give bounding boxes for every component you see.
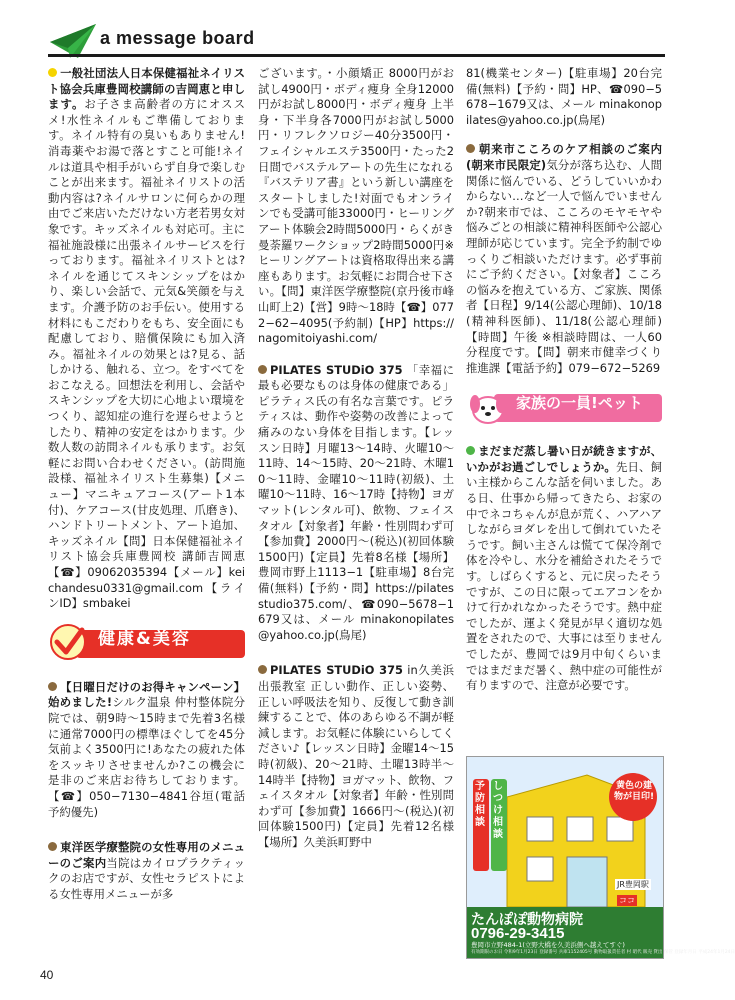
- bullet-icon: [466, 144, 475, 153]
- column-2: [258, 66, 454, 851]
- article-body: 「幸福に最も必要なものは身体の健康である」ピラティス氏の有名な言葉です。ピラティスは、動作や姿勢の改善によって痛みのない身体を目指します。【レッスン日時】月曜13〜14時、火曜10〜11時、14〜15時、20〜21時、木曜10〜11時、金曜10〜11時(初級)、土曜10〜11時、16〜17時【持物】ヨガマット(レンタル可)、飲物、フェイスタオル【対象者】年齢・性別問わず可【参加費】2000円〜(税込)(初回体験1500円)【定員】先着8名様【場所】豊岡市野上1113−1【駐車場】8台完備(無料)【予約・問】https://pilatesstudio375.com/、☎090−5678−1679又は、メール minakonopilates@yahoo.co.jp(鳥尾): [258, 362, 454, 642]
- column-3: [466, 66, 662, 694]
- article-mental-care: [466, 142, 662, 376]
- dog-icon: [466, 386, 510, 430]
- article-body: シルク温泉 仲村整体院分院では、朝9時〜15時まで先着3名様に通常7000円の標準ほぐしてを45分気前よく3500円に!あなたの疲れた体をスッキリさせませんか?この機会に是非のご来店お待ちしております。【☎】050−7130−4841谷垣(電話予約優先): [48, 695, 245, 819]
- bullet-icon: [466, 446, 475, 455]
- article-body: 気分が落ち込む、人間関係に悩んでいる、どうしていいかわからない…など一人で悩んでいませんか?朝来市では、こころのモヤモヤや悩みごとの相談に精神科医師や公認心理師が応じています。完全予約制でゆっくりご相談いただけます。必ず事前にご予約ください。【対象者】こころの悩みを抱えている方、ご家族、関係者【日程】9/14(公認心理師)、10/18(精神科医師)、11/18(公認心理師)【時間】午後 ※相談時間は、一人60分程度です。【問】朝来市健幸づくり推進課【電話予約】079−672−5269: [466, 157, 662, 375]
- article-womens-menu: [48, 840, 245, 902]
- article-lead: PILATES STUDiO 375: [270, 663, 403, 678]
- article-lead: 一般社団法人日本保健福祉ネイリスト協会兵庫豊岡校講師の吉岡恵と申します。: [48, 66, 245, 112]
- clinic-name: たんぽぽ動物病院: [471, 912, 583, 928]
- badge-prevention: 予防相談: [475, 781, 485, 828]
- badge-training: しつけ相談: [493, 781, 503, 840]
- page-number: 40: [40, 968, 54, 982]
- bullet-icon: [258, 365, 267, 374]
- map-label-here: ココ: [619, 896, 635, 905]
- article-pilates-kumihama-continued: [466, 66, 662, 128]
- article-pet-heatstroke: [466, 444, 662, 694]
- vet-clinic-ad: [466, 756, 735, 959]
- bullet-icon: [48, 682, 57, 691]
- article-lead: PILATES STUDiO 375: [270, 362, 403, 377]
- bullet-icon: [258, 665, 267, 674]
- category-title: 健康&美容: [98, 628, 191, 649]
- clinic-address: 豊岡市立野484-1(立野大橋を久美浜側へ越えてすぐ): [471, 941, 625, 949]
- article-body: 81(機業センター)【駐車場】20台完備(無料)【予約・問】HP、☎090−5678−1679又は、メール minakonopilates@yahoo.co.jp(鳥尾): [466, 66, 662, 127]
- bullet-icon: [48, 68, 57, 77]
- article-pilates: [258, 363, 454, 644]
- checkmark-icon: [48, 622, 92, 666]
- article-body: 当院はカイロプラクティックのお店ですが、女性セラピストによる女性専用メニューが多: [48, 855, 245, 901]
- article-nail: [48, 66, 245, 612]
- article-body: in久美浜出張教室 正しい動作、正しい姿勢、正しい呼吸法を知り、反復して動き訓練することで、体のあらゆる不調が軽減します。お気軽に体験にいらしてください♪【レッスン日時】金曜14〜15時(初級)、20〜21時、土曜13時半〜14時半【持物】ヨガマット、飲物、フェイスタオル【対象者】年齢・性別問わず可【参加費】1666円〜(税込)(初回体験1500円)【定員】先着12名様【場所】久美浜町野中: [258, 663, 454, 849]
- article-womens-menu-continued: [258, 66, 454, 347]
- page-header: [0, 0, 705, 60]
- article-body: お子さま高齢者の方にオススメ!水性ネイルもご準備しております。ネイル特有の臭いもありません!消毒薬やお湯で落とすこと可能!ネイルは道具や相手がいらず自身で楽しむことが出来ます。福祉ネイリストの活動内容は?ネイルサロンに何らかの理由でご来店いただけない方老若男女対象です。キッズネイルも対応可。主に福祉施設様に出張ネイルサービスを行っております。福祉ネイリストとは?ネイルを通じてスキンシップをはかり、楽しい会話で、元気&笑顔を与えます。介護予防のお手伝い。使用する材料にもこだわりをもち、安全面にも配慮しており、賠償保険にも加入済み。福祉ネイルの効果とは?見る、話しかける、触れる、立つ。をすべてをおこなえる。回想法を利用し、会話やスキンシップを大切に心地よい環境をつくり、認知症の進行を遅らせようとしたり、精神の安定をはかります。少数人数の訪問ネイルも承ります。お気軽にお問い合わせください。(訪問施設様、福祉ネイリスト生募集)【メニュー】マニキュアコース(アート1本付)、ケアコース(甘皮処理、爪磨き)、ハンドトリートメント、アート追加、キッズネイル【問】日本保健福祉ネイリスト協会兵庫豊岡校 講師吉岡恵【☎】09062035394【メール】kei chandesu0331@gmail.com【ラインID】smbakei: [48, 97, 245, 611]
- badge-yellow-building: 黄色の建物が目印!: [613, 781, 655, 802]
- clinic-license: 有効期限のお日 令和9年1月23日 登録番号 兵庫1152405号 動物取扱責任者 村 昭代 販売 貸出 保管 登録年月日 平成24年1月24日: [471, 950, 735, 955]
- article-sunday-campaign: [48, 680, 245, 820]
- header-rule: [48, 54, 665, 57]
- column-1: [48, 66, 245, 903]
- clinic-phone: 0796-29-3415: [471, 925, 565, 942]
- bullet-icon: [48, 842, 57, 851]
- category-health-beauty: [48, 622, 245, 666]
- article-lead: まだまだ蒸し暑い日が続きますが、いかがお過ごしでしょうか。: [466, 444, 662, 474]
- map-label-station: JR豊岡駅: [617, 880, 649, 889]
- article-pilates-kumihama: [258, 663, 454, 850]
- article-lead: 朝来市こころのケア相談のご案内(朝来市民限定): [466, 142, 662, 172]
- article-lead: 【日曜日だけのお得キャンペーン】始めました!: [48, 679, 245, 710]
- category-pets: [466, 386, 662, 430]
- category-title: 家族の一員!ペット: [516, 394, 643, 413]
- article-body: ございます。・小顔矯正 8000円がお試し4900円・ボディ痩身 全身12000円がお試し8000円・ボディ痩身 上半身・下半身各7000円がお試し5000円・リフレクソロジー40分3500円・フェイシャルエステ3500円・たった2日間でバステルアートの先生になれる『バステリア書』という新しい講座をスタートしました!対面でもオンラインでも受講可能33000円・ヒーリングアート体験会2時間5000円・らくがき曼荼羅ワークショップ2時間5000円※ヒーリングアートは資格取得出来る講座もあります。お気軽にお問合せ下さい。【問】東洋医学療整院(京丹後市峰山町上2)【営】9時〜18時【☎】0772−62−4095(予約制)【HP】https://nagomitoiyashi.com/: [258, 66, 454, 346]
- header-title: a message board: [100, 28, 255, 48]
- article-body: 先日、飼い主様からこんな話を伺いました。ある日、仕事から帰ってきたら、お家の中でネコちゃんが息が荒く、ハアハアしながらヨダレを出して倒れていたそうです。飼い主さんは慌てて保冷剤で体を冷やし、水分を補給されたそうです。しばらくすると、元に戻ったそうですが、この日に限ってエアコンをかけて行かれなかったそうです。熱中症でしたが、運よく発見が早く適切な処置をされたので、大事には至りませんでしたが、豊岡では9月中旬くらいまではまだまだ暑く、熱中症の可能性が有りますので、注意が必要です。: [466, 459, 662, 693]
- article-lead: 東洋医学療整院の女性専用のメニューのご案内: [48, 840, 245, 870]
